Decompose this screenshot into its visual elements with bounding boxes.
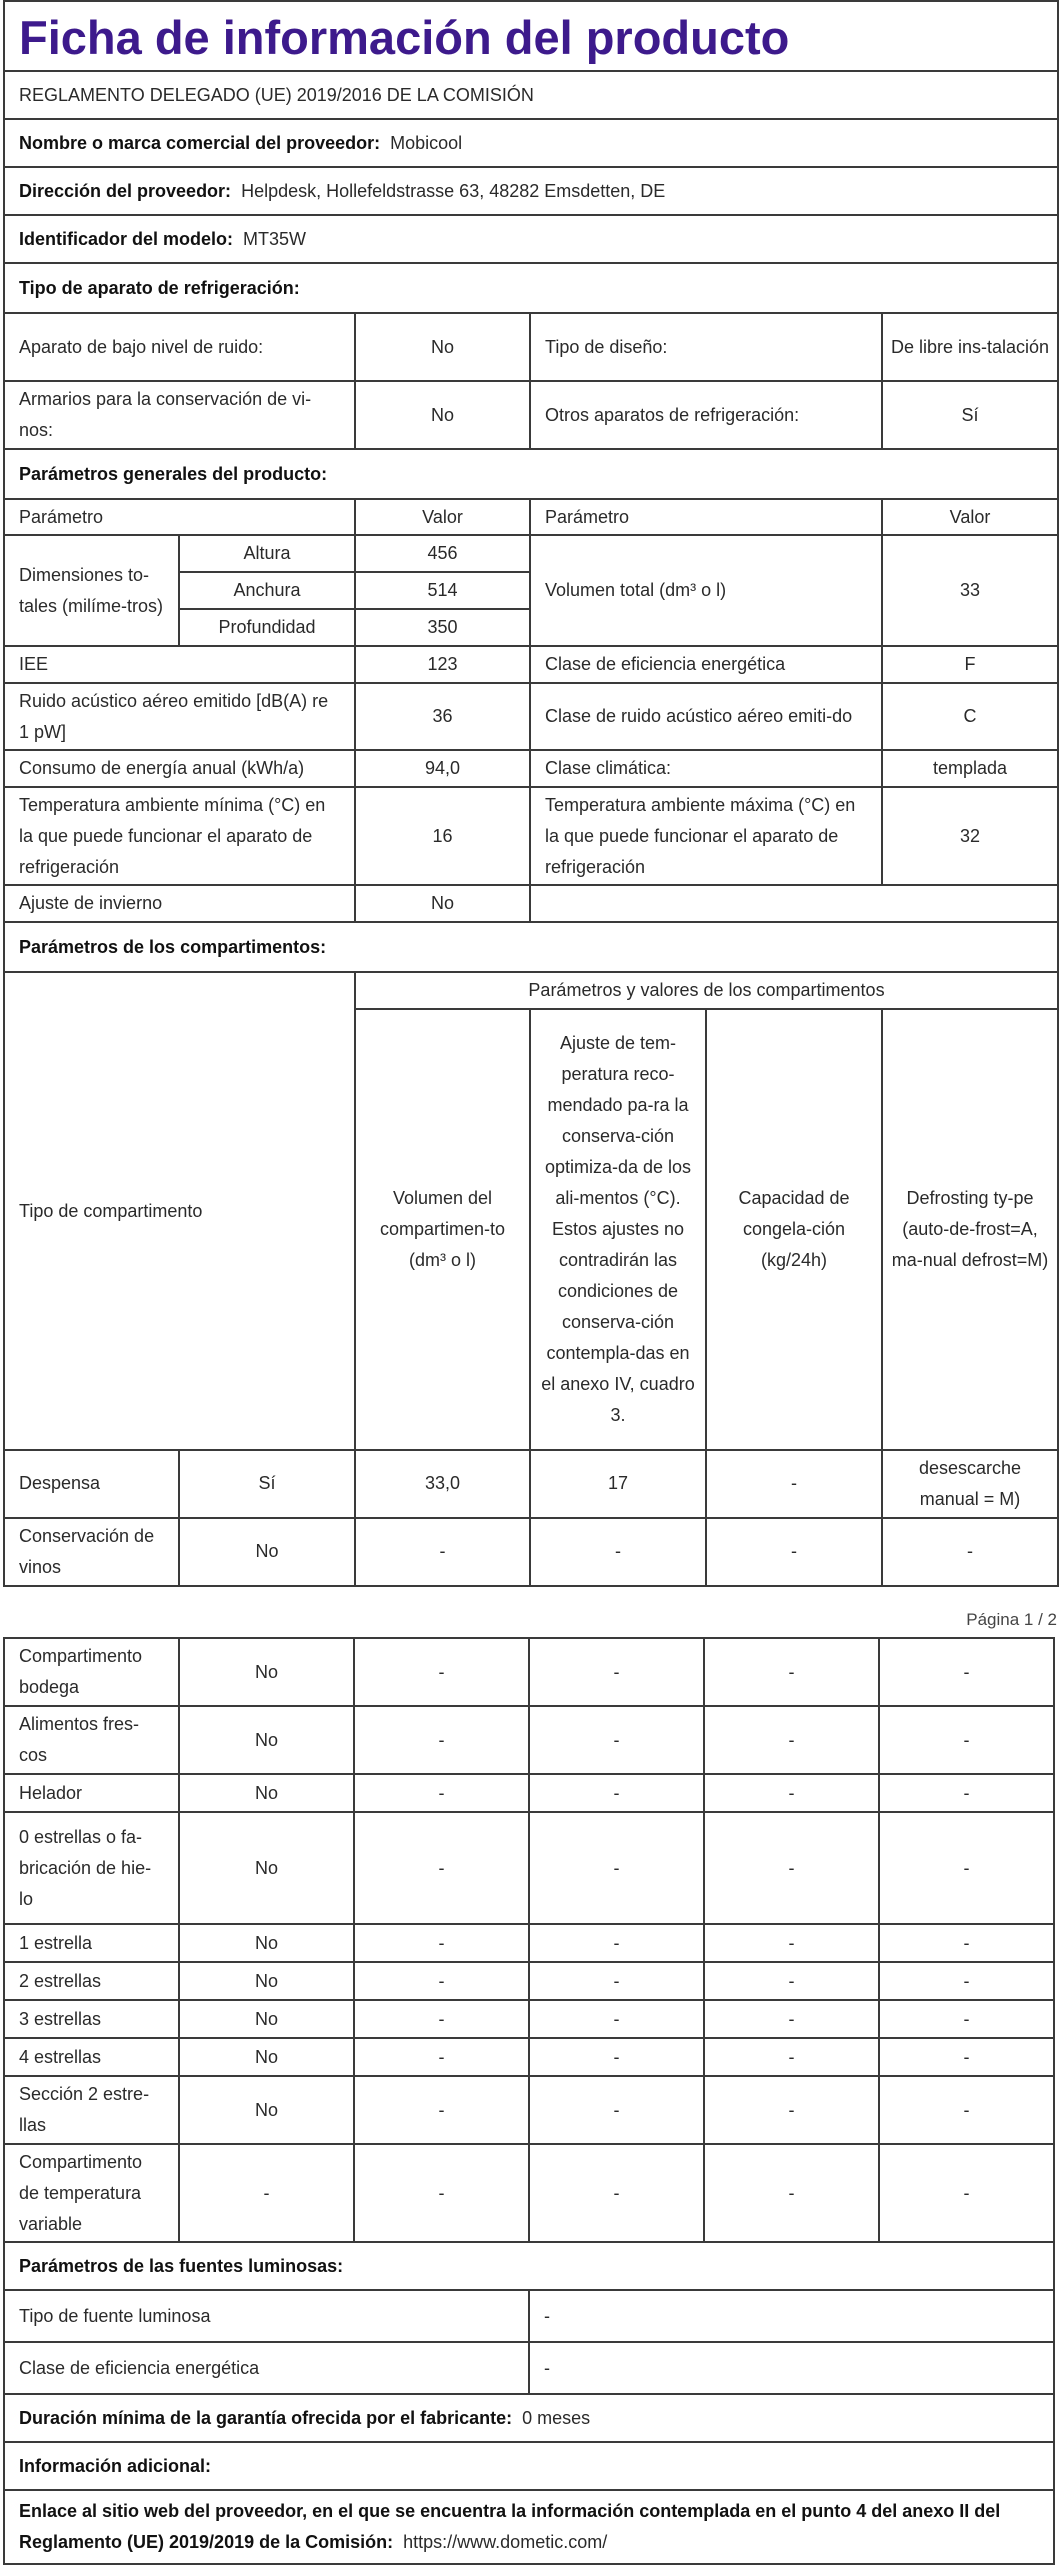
compartment-temp: - <box>529 2076 704 2144</box>
compartment-freeze: - <box>704 1812 879 1924</box>
compartment-volume: - <box>354 1812 529 1924</box>
climate-class-label: Clase climática: <box>530 750 882 787</box>
compartment-volume: - <box>354 1962 529 2000</box>
compartment-defrost: - <box>879 1774 1054 1812</box>
compartment-freeze: - <box>704 2144 879 2242</box>
supplier-link-row <box>4 2490 1054 2564</box>
table-row <box>4 1774 1054 1812</box>
wine-cabinet-label: Armarios para la conservación de vi-nos: <box>4 381 355 449</box>
compartment-name: Sección 2 estre-llas <box>4 2076 179 2144</box>
noise-class-label: Clase de ruido acústico aéreo emiti-do <box>530 683 882 750</box>
low-noise-label: Aparato de bajo nivel de ruido: <box>4 313 355 381</box>
compartment-present: Sí <box>179 1450 355 1518</box>
compartment-name: Compartimento bodega <box>4 1638 179 1706</box>
dimensions-label: Dimensiones to-tales (milíme-tros) <box>4 535 179 646</box>
total-volume-label: Volumen total (dm³ o l) <box>530 535 882 646</box>
appliance-type-heading: Tipo de aparato de refrigeración: <box>4 263 1058 313</box>
noise-value: 36 <box>355 683 530 750</box>
compartment-freeze: - <box>704 2038 879 2076</box>
light-type-label: Tipo de fuente luminosa <box>4 2290 529 2342</box>
compartment-temp: - <box>529 2144 704 2242</box>
supplier-link-label: Enlace al sitio web del proveedor, en el que se encuentra la información contemplada en el punto 4 del anexo II del Reglamento (UE) 2019/2019 de la Comisión: <box>19 2501 1001 2552</box>
compartment-present: No <box>179 2076 354 2144</box>
compartment-name: 3 estrellas <box>4 2000 179 2038</box>
light-class-label: Clase de eficiencia energética <box>4 2342 529 2394</box>
compartment-volume: - <box>354 2000 529 2038</box>
supplier-name-row <box>4 119 1058 167</box>
compartment-temp: - <box>529 1962 704 2000</box>
compartment-group-header: Parámetros y valores de los compartimentos <box>355 972 1058 1009</box>
compartment-volume: - <box>354 2144 529 2242</box>
min-temp-value: 16 <box>355 787 530 885</box>
compartment-temp: 17 <box>530 1450 706 1518</box>
compartment-defrost: - <box>879 2038 1054 2076</box>
compartment-name: 1 estrella <box>4 1924 179 1962</box>
value-col-header: Valor <box>355 499 530 535</box>
table-row <box>4 1518 1058 1586</box>
product-info-table <box>3 0 1059 1587</box>
compartment-name: Alimentos fres-cos <box>4 1706 179 1774</box>
compartment-name: 4 estrellas <box>4 2038 179 2076</box>
design-type-value: De libre ins-talación <box>882 313 1058 381</box>
compartment-present: No <box>179 1812 354 1924</box>
compartment-freeze: - <box>704 1774 879 1812</box>
depth-value: 350 <box>355 609 530 646</box>
compartment-name: Compartimento de temperatura variable <box>4 2144 179 2242</box>
low-noise-value: No <box>355 313 530 381</box>
supplier-address-label: Dirección del proveedor: <box>19 180 232 201</box>
energy-class-value: F <box>882 646 1058 683</box>
compartment-defrost: desescarche manual = M) <box>882 1450 1058 1518</box>
supplier-name-value: Mobicool <box>390 132 463 153</box>
table-row <box>4 1962 1054 2000</box>
light-class-value: - <box>529 2342 1054 2394</box>
compartment-volume: - <box>354 1774 529 1812</box>
compartment-present: No <box>179 2000 354 2038</box>
compartment-freeze: - <box>704 1962 879 2000</box>
sheet-page-1 <box>3 0 1057 1587</box>
compartment-defrost: - <box>879 2076 1054 2144</box>
model-row <box>4 215 1058 263</box>
model-value: MT35W <box>243 228 307 249</box>
compartment-volume: - <box>354 1706 529 1774</box>
design-type-label: Tipo de diseño: <box>530 313 882 381</box>
compartment-defrost: - <box>879 1962 1054 2000</box>
compartment-volume: 33,0 <box>355 1450 530 1518</box>
compartment-volume: - <box>354 2076 529 2144</box>
warranty-value: 0 meses <box>522 2407 591 2428</box>
height-value: 456 <box>355 535 530 572</box>
warranty-label: Duración mínima de la garantía ofrecida por el fabricante: <box>19 2407 513 2428</box>
compartment-freeze: - <box>704 1924 879 1962</box>
compartment-defrost: - <box>879 1812 1054 1924</box>
compartment-name: Helador <box>4 1774 179 1812</box>
compartment-temp: - <box>529 2000 704 2038</box>
temp-setting-header: Ajuste de tem-peratura reco-mendado pa-ra la conserva-ción optimiza-da de los ali-mentos (°C). Estos ajustes no contradirán las condiciones de conserva-ción contempla-das en el anexo IV, cuadro 3. <box>530 1009 706 1449</box>
supplier-address-row <box>4 167 1058 215</box>
height-label: Altura <box>179 535 355 572</box>
noise-label: Ruido acústico aéreo emitido [dB(A) re 1 pW] <box>4 683 355 750</box>
supplier-link-url[interactable]: https://www.dometic.com/ <box>403 2532 608 2552</box>
table-row <box>4 2144 1054 2242</box>
compartment-freeze: - <box>706 1518 882 1586</box>
compartment-volume: - <box>354 2038 529 2076</box>
compartment-type-header: Tipo de compartimento <box>4 972 355 1449</box>
sheet-page-2 <box>3 1637 1053 2552</box>
compartment-present: No <box>179 1962 354 2000</box>
warranty-row <box>4 2394 1054 2442</box>
winter-setting-label: Ajuste de invierno <box>4 885 355 922</box>
width-value: 514 <box>355 572 530 609</box>
compartment-volume: - <box>355 1518 530 1586</box>
defrost-type-header: Defrosting ty-pe (auto-de-frost=A, ma-nual defrost=M) <box>882 1009 1058 1449</box>
general-params-heading: Parámetros generales del producto: <box>4 449 1058 499</box>
compartment-temp: - <box>530 1518 706 1586</box>
compartment-freeze: - <box>704 1706 879 1774</box>
compartment-volume: - <box>354 1924 529 1962</box>
compartment-present: No <box>179 1924 354 1962</box>
consumption-value: 94,0 <box>355 750 530 787</box>
regulation-subtitle: REGLAMENTO DELEGADO (UE) 2019/2016 DE LA COMISIÓN <box>4 71 1058 119</box>
volume-header: Volumen del compartimen-to (dm³ o l) <box>355 1009 530 1449</box>
compartment-freeze: - <box>704 2076 879 2144</box>
additional-info-heading: Información adicional: <box>4 2442 1054 2490</box>
compartment-name: 0 estrellas o fa-bricación de hie-lo <box>4 1812 179 1924</box>
eei-label: IEE <box>4 646 355 683</box>
supplier-name-label: Nombre o marca comercial del proveedor: <box>19 132 381 153</box>
compartment-present: No <box>179 1518 355 1586</box>
compartment-continued-table <box>3 1637 1055 2565</box>
energy-class-label: Clase de eficiencia energética <box>530 646 882 683</box>
page-title: Ficha de información del producto <box>4 1 1058 71</box>
table-row <box>4 2076 1054 2144</box>
compartment-present: - <box>179 2144 354 2242</box>
other-appliances-value: Sí <box>882 381 1058 449</box>
eei-value: 123 <box>355 646 530 683</box>
value-col-header-2: Valor <box>882 499 1058 535</box>
min-temp-label: Temperatura ambiente mínima (°C) en la que puede funcionar el aparato de refrigeración <box>4 787 355 885</box>
compartment-defrost: - <box>879 2000 1054 2038</box>
compartment-name: Despensa <box>4 1450 179 1518</box>
climate-class-value: templada <box>882 750 1058 787</box>
compartment-temp: - <box>529 1706 704 1774</box>
compartment-name: Conservación de vinos <box>4 1518 179 1586</box>
other-appliances-label: Otros aparatos de refrigeración: <box>530 381 882 449</box>
compartment-present: No <box>179 1774 354 1812</box>
max-temp-label: Temperatura ambiente máxima (°C) en la que puede funcionar el aparato de refrigeración <box>530 787 882 885</box>
compartment-temp: - <box>529 1774 704 1812</box>
table-row <box>4 1706 1054 1774</box>
compartment-present: No <box>179 2038 354 2076</box>
table-row <box>4 1812 1054 1924</box>
table-row <box>4 1638 1054 1706</box>
compartment-present: No <box>179 1706 354 1774</box>
compartment-defrost: - <box>879 1638 1054 1706</box>
compartment-name: 2 estrellas <box>4 1962 179 2000</box>
compartment-freeze: - <box>704 2000 879 2038</box>
freeze-capacity-header: Capacidad de congela-ción (kg/24h) <box>706 1009 882 1449</box>
table-row <box>4 1924 1054 1962</box>
compartment-present: No <box>179 1638 354 1706</box>
winter-setting-value: No <box>355 885 530 922</box>
compartment-freeze: - <box>704 1638 879 1706</box>
compartment-temp: - <box>529 2038 704 2076</box>
wine-cabinet-value: No <box>355 381 530 449</box>
table-row <box>4 1450 1058 1518</box>
param-col-header: Parámetro <box>4 499 355 535</box>
empty-cell <box>530 885 1058 922</box>
total-volume-value: 33 <box>882 535 1058 646</box>
supplier-address-value: Helpdesk, Hollefeldstrasse 63, 48282 Emsdetten, DE <box>241 180 666 201</box>
table-row <box>4 2000 1054 2038</box>
page-number: Página 1 / 2 <box>966 1610 1057 1629</box>
compartment-volume: - <box>354 1638 529 1706</box>
param-col-header-2: Parámetro <box>530 499 882 535</box>
table-row <box>4 2038 1054 2076</box>
compartment-defrost: - <box>879 1706 1054 1774</box>
compartment-defrost: - <box>879 1924 1054 1962</box>
compartment-freeze: - <box>706 1450 882 1518</box>
compartment-defrost: - <box>882 1518 1058 1586</box>
compartment-temp: - <box>529 1924 704 1962</box>
compartment-temp: - <box>529 1812 704 1924</box>
model-label: Identificador del modelo: <box>19 228 234 249</box>
light-type-value: - <box>529 2290 1054 2342</box>
max-temp-value: 32 <box>882 787 1058 885</box>
noise-class-value: C <box>882 683 1058 750</box>
compartment-params-heading: Parámetros de los compartimentos: <box>4 922 1058 972</box>
depth-label: Profundidad <box>179 609 355 646</box>
width-label: Anchura <box>179 572 355 609</box>
light-source-heading: Parámetros de las fuentes luminosas: <box>4 2242 1054 2290</box>
compartment-defrost: - <box>879 2144 1054 2242</box>
consumption-label: Consumo de energía anual (kWh/a) <box>4 750 355 787</box>
compartment-temp: - <box>529 1638 704 1706</box>
